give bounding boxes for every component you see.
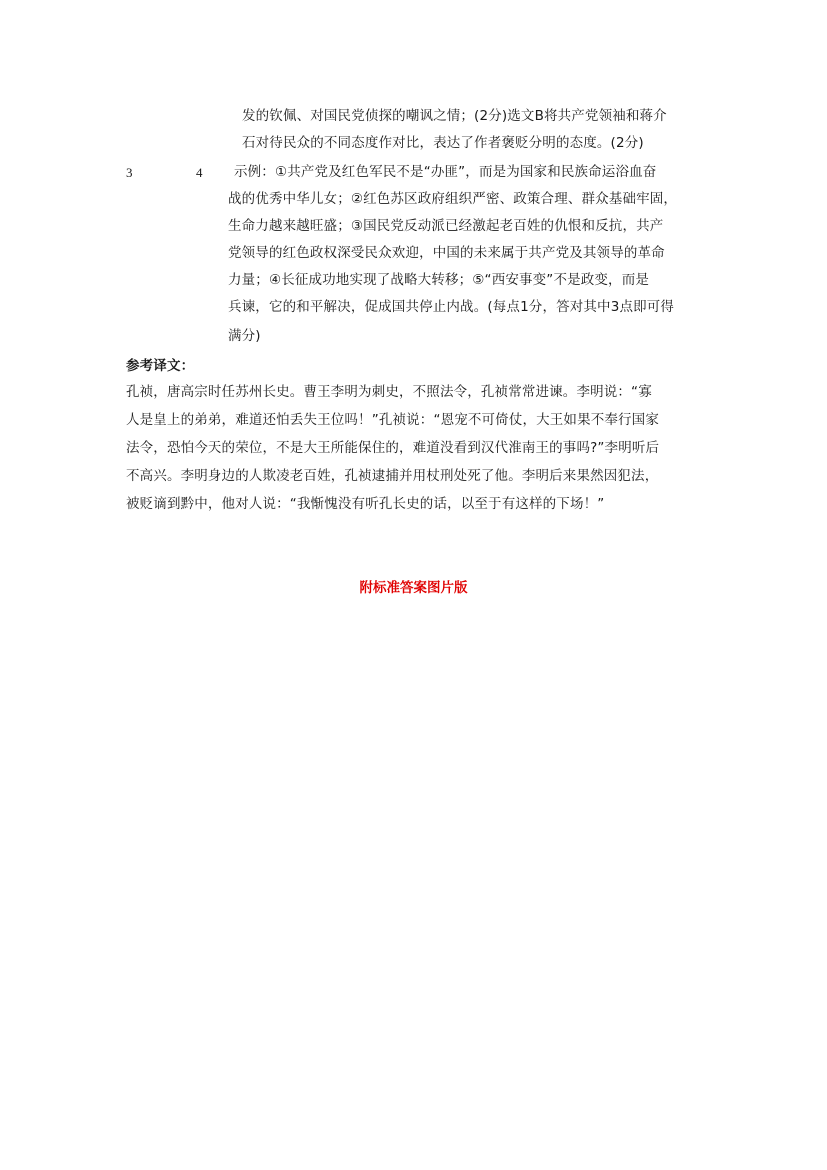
appendix-title: 附标准答案图片版 (359, 580, 468, 596)
answer-continued-line-1: 发的钦佩、对国民党侦探的嘲讽之情；(2分)选文B将共产党领袖和蒋介 (242, 108, 667, 124)
answer-line-3: 生命力越来越旺盛；③国民党反动派已经激起老百姓的仇恨和反抗，共产 (228, 218, 664, 234)
answer-line-4: 党领导的红色政权深受民众欢迎，中国的未来属于共产党及其领导的革命 (228, 245, 665, 261)
answer-line-2: 战的优秀中华儿女；②红色苏区政府组织严密、政策合理、群众基础牢固， (228, 191, 678, 207)
translation-line-4: 不高兴。李明身边的人欺凌老百姓，孔祯逮捕并用杖刑处死了他。李明后来果然因犯法， (126, 468, 659, 484)
question-number: 3 (126, 165, 133, 180)
translation-line-2: 人是皇上的弟弟，难道还怕丢失王位吗！”孔祯说：“恩宠不可倚仗，大王如果不奉行国家 (126, 412, 659, 428)
answer-line-6: 兵谏，它的和平解决，促成国共停止内战。(每点1分，答对其中3点即可得 (228, 299, 675, 315)
answer-line-7: 满分) (228, 328, 261, 344)
answer-line-1: 示例：①共产党及红色军民不是“办匪”，而是为国家和民族命运浴血奋 (234, 164, 657, 180)
translation-line-1: 孔祯，唐高宗时任苏州长史。曹王李明为刺史，不照法令，孔祯常常进谏。李明说：“寡 (126, 384, 652, 400)
answer-continued-line-2: 石对待民众的不同态度作对比，表达了作者褒贬分明的态度。(2分) (242, 135, 644, 151)
translation-heading: 参考译文： (126, 358, 195, 374)
score-value: 4 (196, 165, 203, 180)
translation-line-3: 法令，恐怕今天的荣位，不是大王所能保住的，难道没看到汉代淮南王的事吗?”李明听后 (126, 440, 660, 456)
answer-line-5: 力量；④长征成功地实现了战略大转移；⑤“西安事变”不是政变，而是 (228, 272, 649, 288)
translation-line-5: 被贬谪到黔中，他对人说：“我惭愧没有听孔长史的话，以至于有这样的下场！” (126, 496, 605, 512)
